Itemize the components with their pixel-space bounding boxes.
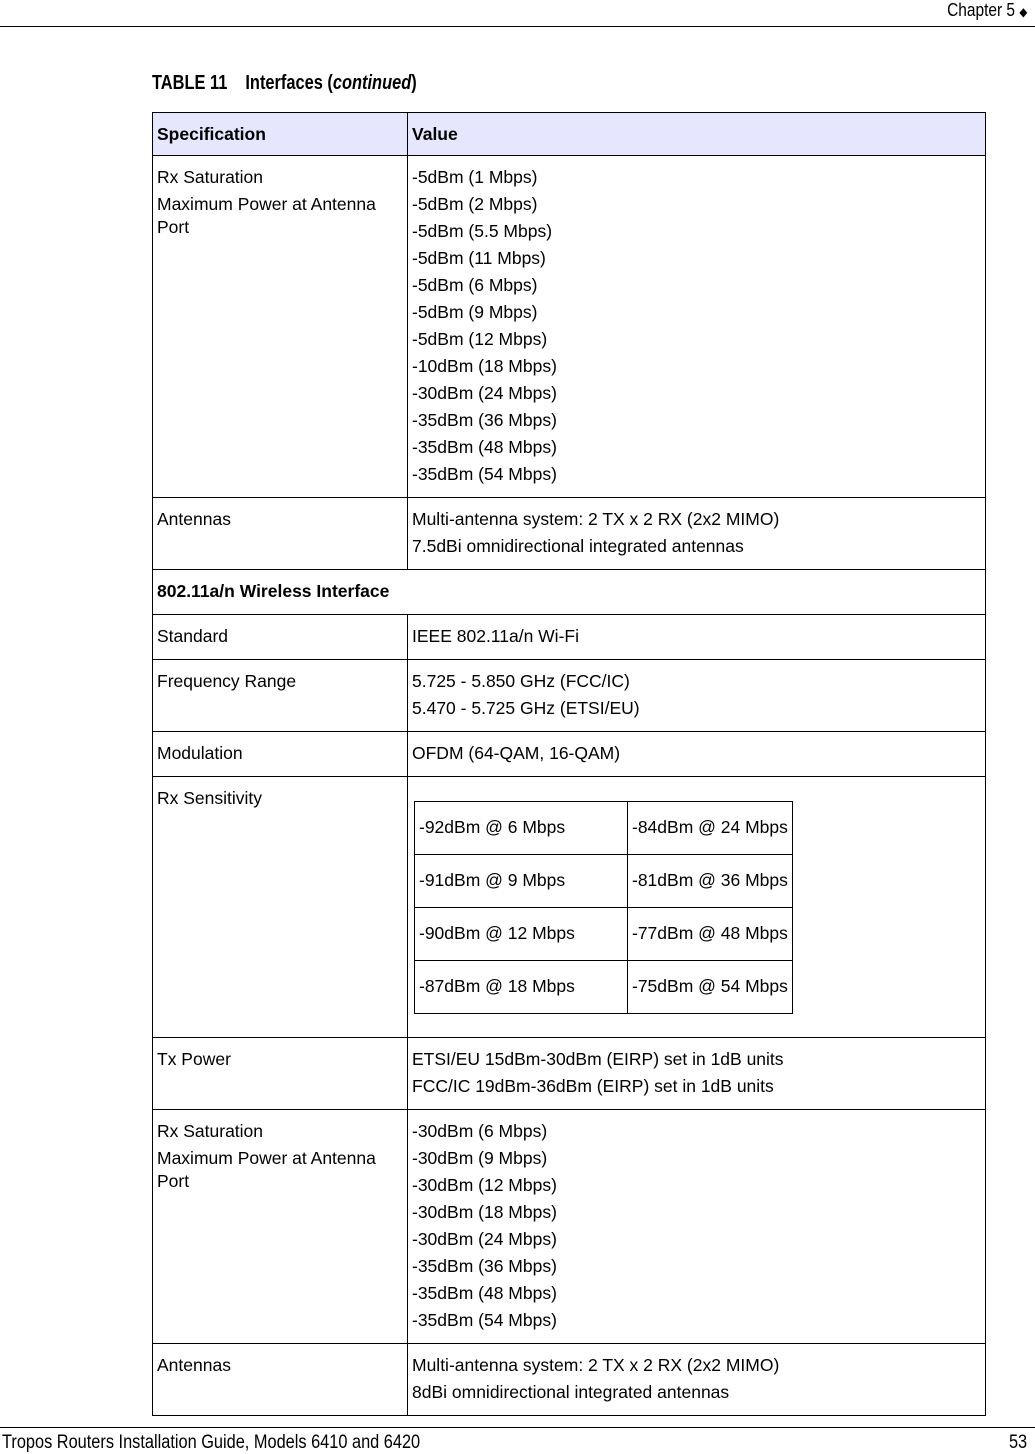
value-line: -30dBm (6 Mbps): [412, 1121, 548, 1141]
sensitivity-row: [415, 961, 793, 1014]
value-line: ETSI/EU 15dBm-30dBm (EIRP) set in 1dB units: [412, 1049, 784, 1069]
value-line: -5dBm (2 Mbps): [412, 194, 538, 214]
header-rule: [0, 26, 1035, 27]
value-cell: [408, 660, 986, 732]
sensitivity-value: -84dBm @ 24 Mbps: [628, 802, 793, 855]
spec-cell: [153, 1110, 408, 1344]
table-title-end: ): [411, 72, 417, 94]
table-header-row: [153, 113, 986, 156]
value-line: -35dBm (48 Mbps): [412, 1283, 557, 1303]
sensitivity-row: [415, 802, 793, 855]
value-cell: [408, 777, 986, 1038]
spec-cell: [153, 156, 408, 498]
sensitivity-value: -87dBm @ 18 Mbps: [415, 961, 628, 1014]
spec-sublabel: Maximum Power at Antenna Port: [157, 1148, 376, 1191]
value-line: Multi-antenna system: 2 TX x 2 RX (2x2 MIMO): [412, 509, 780, 529]
value-line: -35dBm (36 Mbps): [412, 1256, 557, 1276]
sensitivity-row: [415, 855, 793, 908]
spec-cell: Standard: [153, 615, 408, 660]
value-line: -5dBm (12 Mbps): [412, 329, 548, 349]
interfaces-table: [152, 112, 986, 1416]
value-line: -5dBm (6 Mbps): [412, 275, 538, 295]
sensitivity-value: -81dBm @ 36 Mbps: [628, 855, 793, 908]
spec-label: Rx Saturation: [157, 1121, 264, 1141]
spec-cell: Modulation: [153, 732, 408, 777]
table-row: [153, 660, 986, 732]
value-cell: [408, 156, 986, 498]
column-header-specification: Specification: [153, 113, 408, 156]
spec-cell: Frequency Range: [153, 660, 408, 732]
value-line: FCC/IC 19dBm-36dBm (EIRP) set in 1dB units: [412, 1076, 774, 1096]
sensitivity-value: -92dBm @ 6 Mbps: [415, 802, 628, 855]
spec-cell: Antennas: [153, 1344, 408, 1416]
footer-rule: [0, 1427, 1035, 1428]
sensitivity-value: -90dBm @ 12 Mbps: [415, 908, 628, 961]
spec-cell: Tx Power: [153, 1038, 408, 1110]
spec-label: Rx Saturation: [157, 167, 264, 187]
table-row: [153, 1038, 986, 1110]
value-line: 5.470 - 5.725 GHz (ETSI/EU): [412, 698, 640, 718]
value-cell: OFDM (64-QAM, 16-QAM): [408, 732, 986, 777]
value-line: -10dBm (18 Mbps): [412, 356, 557, 376]
footer-title: Tropos Routers Installation Guide, Models 6410 and 6420: [2, 1432, 421, 1453]
table-row: [153, 732, 986, 777]
value-cell: [408, 498, 986, 570]
spec-cell: Rx Sensitivity: [153, 777, 408, 1038]
table-row: [153, 615, 986, 660]
value-line: Multi-antenna system: 2 TX x 2 RX (2x2 MIMO): [412, 1355, 780, 1375]
value-line: -5dBm (11 Mbps): [412, 248, 546, 268]
running-header: [947, 0, 1027, 20]
table-number: TABLE 11: [152, 72, 228, 94]
section-title: 802.11a/n Wireless Interface: [153, 570, 986, 615]
sensitivity-row: [415, 908, 793, 961]
value-line: -35dBm (54 Mbps): [412, 1310, 557, 1330]
spec-cell: Antennas: [153, 498, 408, 570]
value-line: -5dBm (5.5 Mbps): [412, 221, 553, 241]
value-line: -30dBm (24 Mbps): [412, 1229, 557, 1249]
sensitivity-value: -75dBm @ 54 Mbps: [628, 961, 793, 1014]
spec-sublabel: Maximum Power at Antenna Port: [157, 194, 376, 237]
sensitivity-grid: [414, 801, 793, 1014]
value-line: 7.5dBi omnidirectional integrated antennas: [412, 536, 744, 556]
table-row: [153, 1344, 986, 1416]
sensitivity-value: -91dBm @ 9 Mbps: [415, 855, 628, 908]
sensitivity-value: -77dBm @ 48 Mbps: [628, 908, 793, 961]
table-row: [153, 156, 986, 498]
table-row: [153, 777, 986, 1038]
value-cell: [408, 1110, 986, 1344]
column-header-value: Value: [408, 113, 986, 156]
table-row: [153, 498, 986, 570]
page-number: 53: [1008, 1432, 1027, 1453]
table-caption: [152, 72, 417, 95]
value-line: 8dBi omnidirectional integrated antennas: [412, 1382, 730, 1402]
value-cell: [408, 1038, 986, 1110]
value-line: -30dBm (9 Mbps): [412, 1148, 548, 1168]
value-line: -5dBm (1 Mbps): [412, 167, 538, 187]
value-line: -30dBm (18 Mbps): [412, 1202, 557, 1222]
section-row: [153, 570, 986, 615]
value-line: 5.725 - 5.850 GHz (FCC/IC): [412, 671, 630, 691]
value-line: -35dBm (54 Mbps): [412, 464, 557, 484]
value-line: -35dBm (48 Mbps): [412, 437, 557, 457]
value-line: -30dBm (12 Mbps): [412, 1175, 557, 1195]
diamond-icon: ◆: [1019, 5, 1027, 19]
table-title: Interfaces (: [245, 72, 333, 94]
value-line: -35dBm (36 Mbps): [412, 410, 557, 430]
table-row: [153, 1110, 986, 1344]
value-line: -30dBm (24 Mbps): [412, 383, 557, 403]
value-line: -5dBm (9 Mbps): [412, 302, 538, 322]
chapter-label: Chapter 5: [946, 0, 1015, 20]
value-cell: IEEE 802.11a/n Wi-Fi: [408, 615, 986, 660]
value-cell: [408, 1344, 986, 1416]
table-title-continued: continued: [332, 72, 412, 94]
